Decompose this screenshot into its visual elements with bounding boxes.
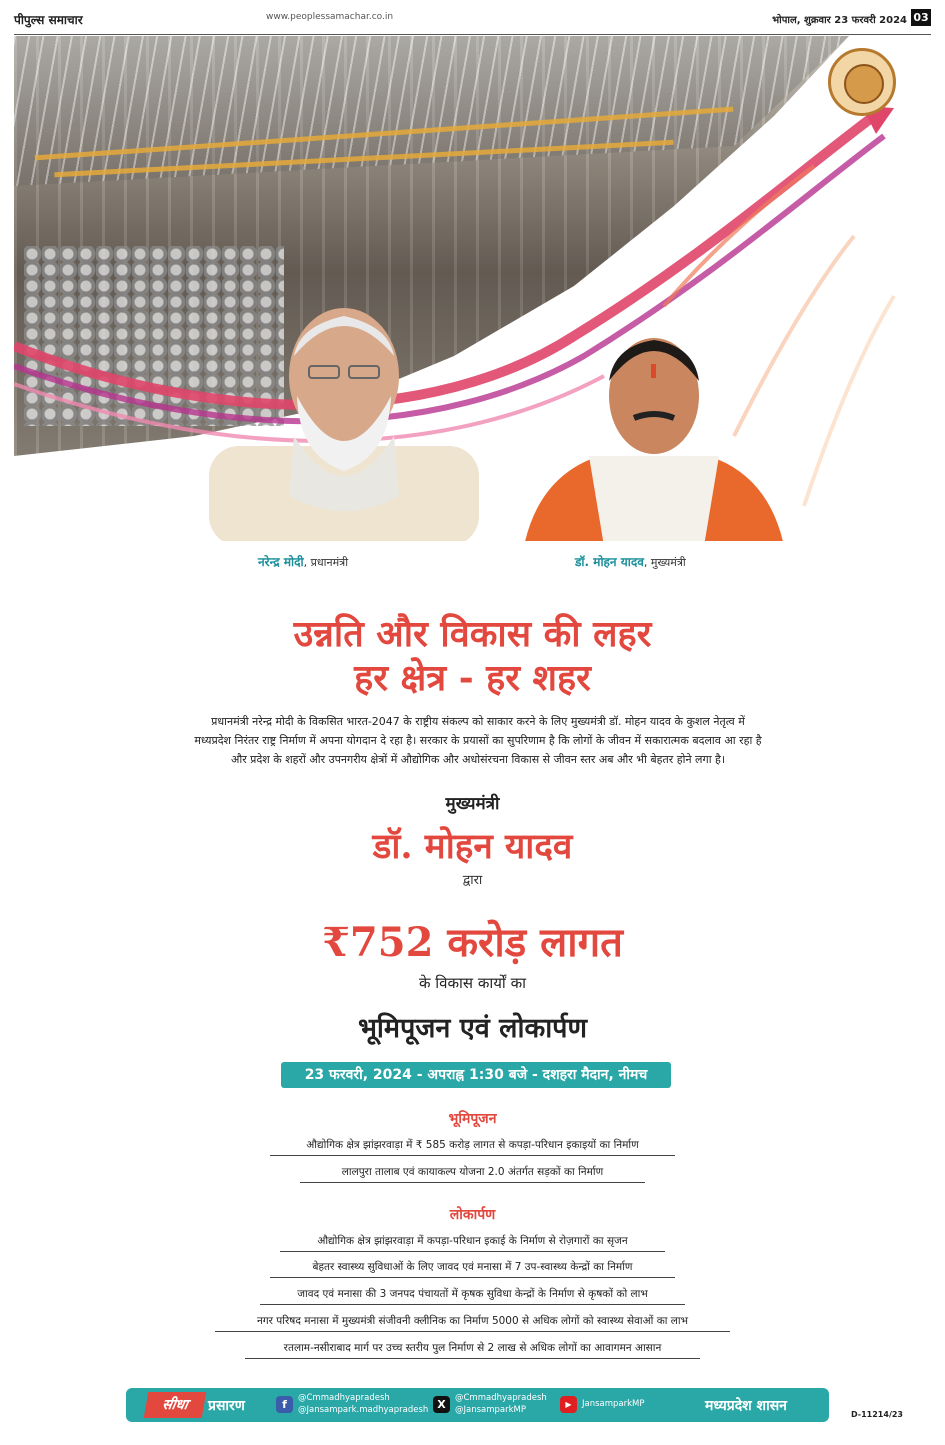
bhoomipoojan-item: औद्योगिक क्षेत्र झांझरवाड़ा में ₹ 585 करोड़ लागत से कपड़ा-परिधान इकाइयों का निर्माण (270, 1136, 675, 1156)
paper-name: पीपुल्स समाचार (14, 13, 83, 27)
intro-line-1: प्रधानमंत्री नरेन्द्र मोदी के विकसित भारत-2047 के राष्ट्रीय संकल्प को साकार करने के लिए मुख्यमंत्री डॉ. मोहन यादव के कुशल नेतृत्व में (211, 715, 745, 728)
facebook-handles[interactable] (298, 1392, 428, 1416)
website-link[interactable]: www.peoplessamachar.co.in (266, 12, 394, 22)
youtube-handle[interactable]: JansamparkMP (582, 1399, 645, 1409)
lokarpan-item: नगर परिषद मनासा में मुख्यमंत्री संजीवनी क्लीनिक का निर्माण 5000 से अधिक लोगों को स्वास्थ्य सेवाओं का लाभ (215, 1312, 730, 1332)
facebook-handle-2[interactable]: @Jansampark.madhyapradesh (298, 1405, 429, 1415)
mohan-name: डॉ. मोहन यादव (575, 555, 644, 569)
lokarpan-item: जावद एवं मनासा की 3 जनपद पंचायतों में कृषक सुविधा केन्द्रों के निर्माण से कृषकों को लाभ (260, 1285, 685, 1305)
modi-portrait (199, 296, 489, 541)
emblem-center (844, 64, 884, 104)
facebook-handle-1[interactable]: @Cmmadhyapradesh (298, 1393, 390, 1403)
sidha-badge: सीधा (144, 1392, 207, 1418)
lokarpan-item: बेहतर स्वास्थ्य सुविधाओं के लिए जावद एवं मनासा में 7 उप-स्वास्थ्य केन्द्रों का निर्माण (270, 1258, 675, 1278)
masthead (14, 4, 931, 35)
modi-title: , प्रधानमंत्री (303, 556, 349, 569)
lokarpan-heading: लोकार्पण (449, 1207, 496, 1223)
cost-headline: ₹752 करोड़ लागत (322, 919, 623, 966)
prasaran-label: प्रसारण (208, 1398, 245, 1414)
x-handles[interactable] (455, 1392, 547, 1416)
headline-line-2: हर क्षेत्र - हर शहर (354, 657, 591, 699)
cm-name: डॉ. मोहन यादव (372, 826, 573, 867)
event-details-bar: 23 फरवरी, 2024 - अपराह्न 1:30 बजे - दशहरा मैदान, नीमच (281, 1062, 671, 1088)
page-number: 03 (911, 9, 931, 26)
government-label: मध्यप्रदेश शासन (705, 1398, 787, 1414)
hero-banner (14, 36, 931, 541)
intro-line-3: और प्रदेश के शहरों और उपनगरीय क्षेत्रों में औद्योगिक और अधोसंरचना विकास से जीवन स्तर अब और भी बेहतर होने लगा है। (230, 753, 726, 766)
facebook-icon[interactable]: f (276, 1396, 293, 1413)
x-icon[interactable]: X (433, 1396, 450, 1413)
ad-code: D-11214/23 (851, 1410, 903, 1419)
lokarpan-item: रतलाम-नसीराबाद मार्ग पर उच्च स्तरीय पुल निर्माण से 2 लाख से अधिक लोगों का आवागमन आसान (245, 1339, 700, 1359)
karya-text: के विकास कार्यों का (419, 974, 526, 992)
dwara-text: द्वारा (462, 873, 483, 888)
cm-label: मुख्यमंत्री (445, 794, 500, 814)
bhoomipoojan-item: लालपुरा तालाब एवं कायाकल्प योजना 2.0 अंतर्गत सड़कों का निर्माण (300, 1163, 645, 1183)
footer-bar (126, 1388, 829, 1422)
event-title: भूमिपूजन एवं लोकार्पण (357, 1013, 588, 1044)
dateline: भोपाल, शुक्रवार 23 फरवरी 2024 (772, 15, 907, 26)
lokarpan-item: औद्योगिक क्षेत्र झांझरवाड़ा में कपड़ा-परिधान इकाई के निर्माण से रोज़गारों का सृजन (280, 1232, 665, 1252)
x-handle-1[interactable]: @Cmmadhyapradesh (455, 1393, 547, 1403)
headline-line-1: उन्नति और विकास की लहर (293, 613, 652, 655)
intro-paragraph (128, 712, 828, 769)
mohan-caption (575, 553, 686, 570)
modi-name: नरेन्द्र मोदी (258, 555, 304, 569)
mohan-yadav-portrait (519, 326, 789, 541)
intro-line-2: मध्यप्रदेश निरंतर राष्ट्र निर्माण में अपना योगदान दे रहा है। सरकार के प्रयासों का सुपरिणाम है कि लोगों के जीवन में सकारात्मक बदलाव आ रहा है (194, 734, 762, 747)
youtube-icon[interactable]: ▶ (560, 1396, 577, 1413)
state-emblem-icon (828, 48, 896, 116)
modi-caption (258, 553, 348, 570)
x-handle-2[interactable]: @JansamparkMP (455, 1405, 527, 1415)
mohan-title: , मुख्यमंत्री (643, 556, 686, 569)
bhoomipoojan-heading: भूमिपूजन (448, 1111, 497, 1127)
